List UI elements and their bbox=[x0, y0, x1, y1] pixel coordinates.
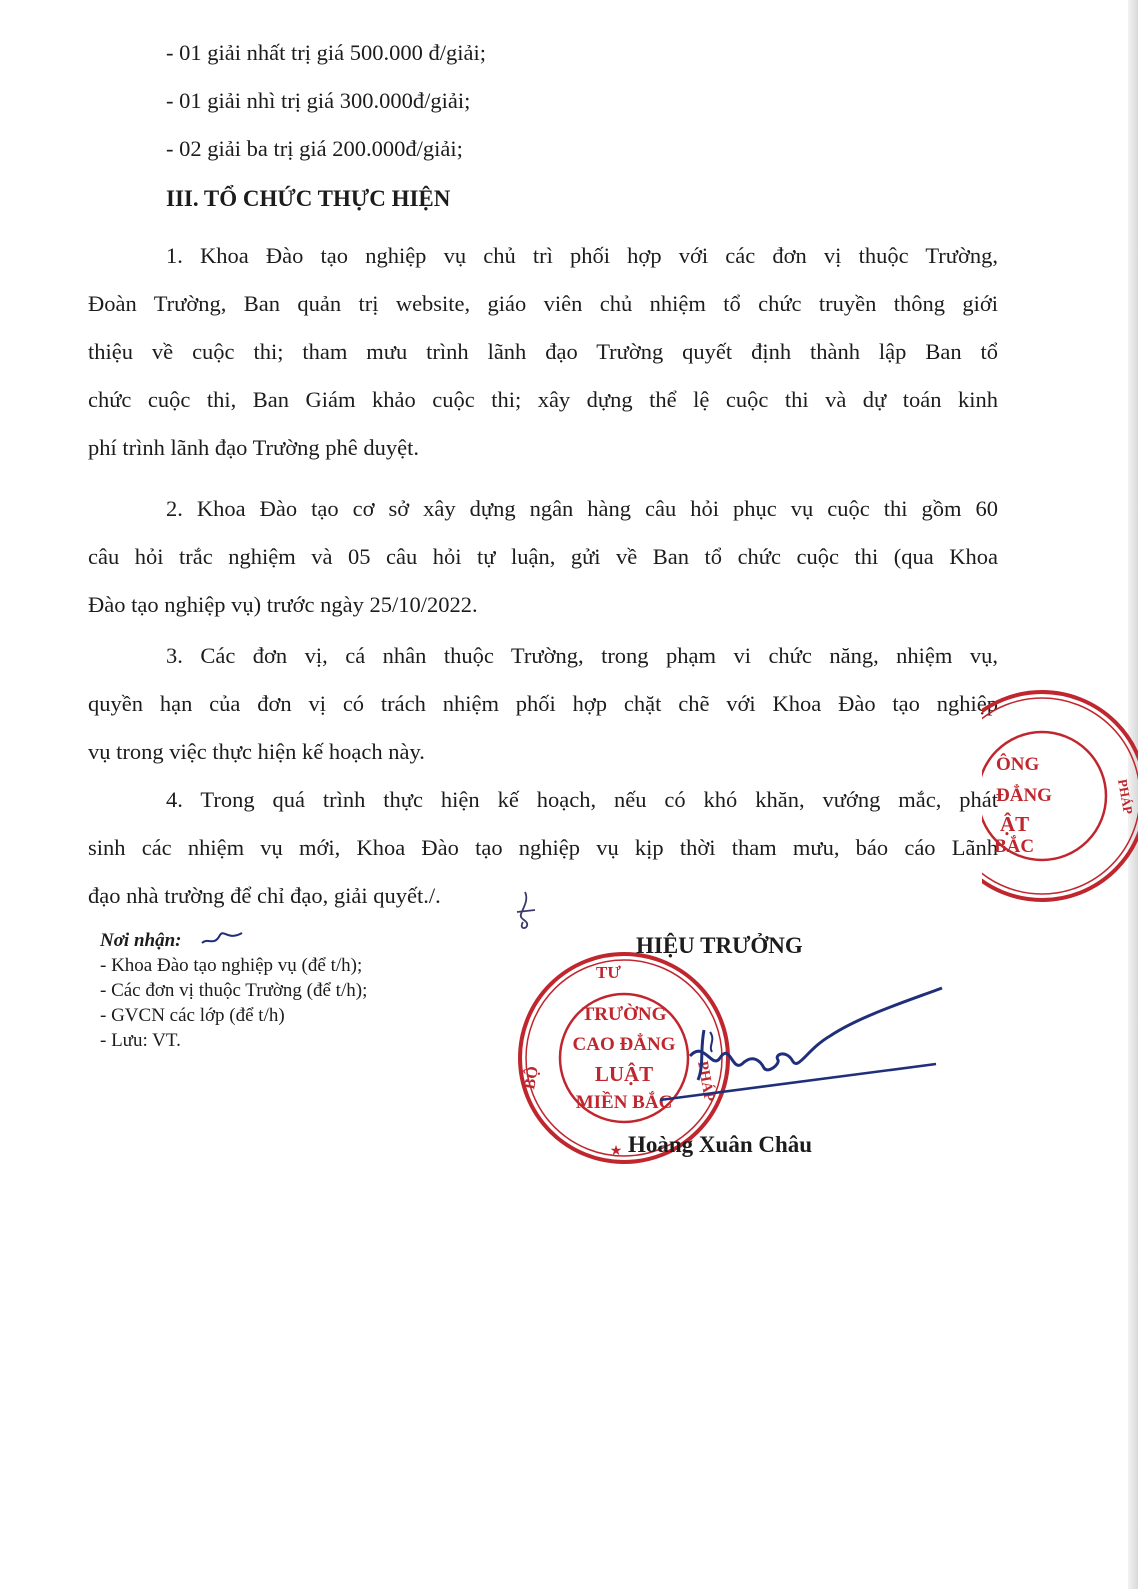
seal-star-icon: ★ bbox=[609, 1143, 623, 1159]
paragraph-line: Đào tạo nghiệp vụ) trước ngày 25/10/2022. bbox=[88, 592, 478, 617]
paragraph-line: chức cuộc thi, Ban Giám khảo cuộc thi; xây dựng thể lệ cuộc thi và dự toán kinh bbox=[88, 387, 998, 412]
seal-left-text: BỘ bbox=[521, 1064, 542, 1091]
recipient-item: - Lưu: VT. bbox=[100, 1030, 181, 1051]
paragraph-line: sinh các nhiệm vụ mới, Khoa Đào tạo nghiệp vụ kịp thời tham mưu, báo cáo Lãnh bbox=[88, 835, 998, 860]
seal-line: BẮC bbox=[994, 836, 1035, 857]
paragraph-line: thiệu về cuộc thi; tham mưu trình lãnh đạo Trường quyết định thành lập Ban tổ bbox=[88, 339, 998, 364]
paragraph-line: quyền hạn của đơn vị có trách nhiệm phối hợp chặt chẽ với Khoa Đào tạo nghiệp bbox=[88, 691, 998, 716]
section-heading: III. TỔ CHỨC THỰC HIỆN bbox=[166, 186, 451, 211]
prize-first: - 01 giải nhất trị giá 500.000 đ/giải; bbox=[166, 40, 486, 65]
recipient-item: - Khoa Đào tạo nghiệp vụ (để t/h); bbox=[100, 955, 363, 976]
signer-name: Hoàng Xuân Châu bbox=[628, 1132, 813, 1157]
initials-mark bbox=[503, 888, 553, 933]
paragraph-line: vụ trong việc thực hiện kế hoạch này. bbox=[88, 739, 425, 764]
paragraph-line: câu hỏi trắc nghiệm và 05 câu hỏi tự luận, gửi về Ban tổ chức cuộc thi (qua Khoa bbox=[88, 544, 998, 569]
recipients-tick-mark bbox=[200, 927, 245, 949]
recipients-title: Nơi nhận: bbox=[100, 930, 182, 951]
paragraph-line: phí trình lãnh đạo Trường phê duyệt. bbox=[88, 435, 419, 460]
paragraph-3 bbox=[88, 632, 998, 776]
paragraph-line: 3. Các đơn vị, cá nhân thuộc Trường, trong phạm vi chức năng, nhiệm vụ, bbox=[166, 643, 998, 668]
seal-right-text: PHÁP bbox=[694, 1059, 717, 1103]
paragraph-1 bbox=[88, 232, 998, 472]
signer-title: HIỆU TRƯỞNG bbox=[636, 933, 803, 958]
seal-line: MIỀN BẮC bbox=[575, 1092, 673, 1113]
partial-seal bbox=[982, 688, 1138, 908]
recipient-item: - GVCN các lớp (để t/h) bbox=[100, 1005, 285, 1026]
seal-side-text: PHÁP bbox=[1115, 777, 1136, 816]
seal-line: ÔNG bbox=[996, 754, 1040, 775]
seal-line: LUẬT bbox=[594, 1062, 654, 1086]
seal-line: ĐẲNG bbox=[996, 785, 1052, 806]
seal-line: TRƯỜNG bbox=[581, 1004, 667, 1025]
recipient-item: - Các đơn vị thuộc Trường (để t/h); bbox=[100, 980, 368, 1001]
seal-line: CAO ĐẲNG bbox=[572, 1034, 676, 1055]
paragraph-line: Đoàn Trường, Ban quản trị website, giáo viên chủ nhiệm tổ chức truyền thông giới bbox=[88, 291, 998, 316]
paragraph-line: 1. Khoa Đào tạo nghiệp vụ chủ trì phối hợp với các đơn vị thuộc Trường, bbox=[166, 243, 998, 268]
paragraph-line: đạo nhà trường để chỉ đạo, giải quyết./. bbox=[88, 883, 441, 908]
prize-third: - 02 giải ba trị giá 200.000đ/giải; bbox=[166, 136, 463, 161]
paragraph-line: 2. Khoa Đào tạo cơ sở xây dựng ngân hàng câu hỏi phục vụ cuộc thi gồm 60 bbox=[166, 496, 998, 521]
seal-line: ẬT bbox=[1000, 812, 1030, 836]
paragraph-2 bbox=[88, 485, 998, 629]
paragraph-line: 4. Trong quá trình thực hiện kế hoạch, nếu có khó khăn, vướng mắc, phát bbox=[166, 787, 998, 812]
prize-second: - 01 giải nhì trị giá 300.000đ/giải; bbox=[166, 88, 471, 113]
handwritten-signature bbox=[660, 980, 960, 1110]
seal-top-text: TƯ bbox=[596, 963, 621, 982]
